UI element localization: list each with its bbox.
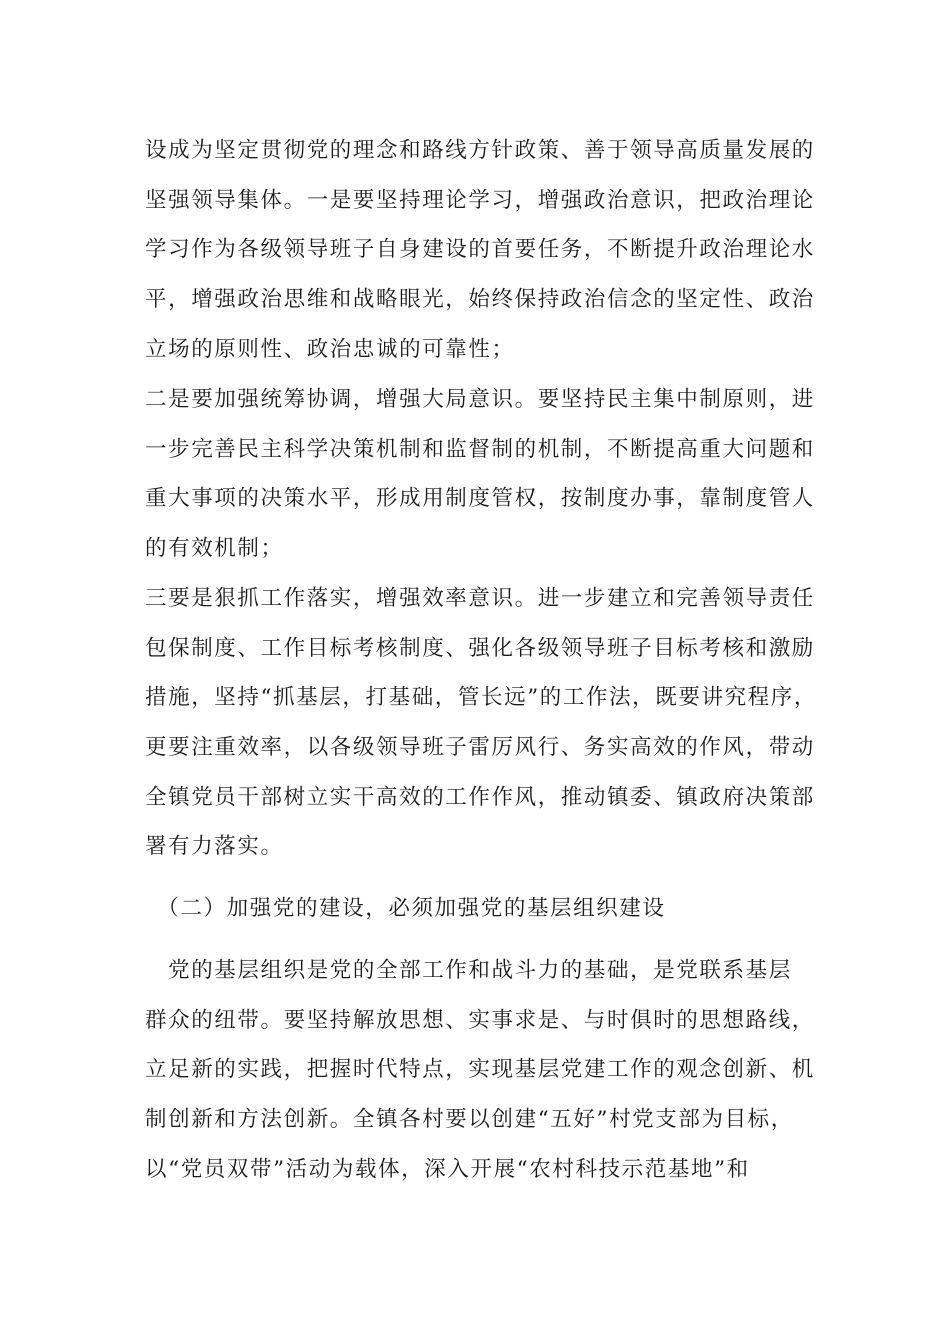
- text-line: 更要注重效率，以各级领导班子雷厉风行、务实高效的作风，带动: [145, 735, 815, 761]
- text-line: 制创新和方法创新。全镇各村要以创建“五好”村党支部为目标，: [145, 1107, 794, 1133]
- section-heading: [145, 884, 815, 934]
- text-line: 坚强领导集体。一是要坚持理论学习，增强政治意识，把政治理论: [145, 187, 815, 213]
- heading-line: （二）加强党的建设，必须加强党的基层组织建设: [145, 896, 666, 921]
- text-line: 二是要加强统筹协调，增强大局意识。要坚持民主集中制原则，进: [145, 387, 815, 412]
- text-line: 的有效机制；: [145, 536, 284, 562]
- paragraph-coordination: [145, 375, 815, 574]
- text-line: 立足新的实践，把握时代特点，实现基层党建工作的观念创新、机: [145, 1057, 815, 1083]
- text-line: 平，增强政治思维和战略眼光，始终保持政治信念的坚定性、政治: [145, 287, 815, 313]
- text-line: 全镇党员干部树立实干高效的工作作风，推动镇委、镇政府决策部: [145, 784, 815, 810]
- text-line: 三要是狠抓工作落实，增强效率意识。进一步建立和完善领导责任: [145, 586, 815, 611]
- text-line: 署有力落实。: [145, 834, 284, 860]
- text-line: 措施，坚持“抓基层，打基础，管长远”的工作法，既要讲究程序，: [145, 685, 817, 711]
- paragraph-implementation: [145, 574, 815, 872]
- text-line: 设成为坚定贯彻党的理念和路线方针政策、善于领导高质量发展的: [145, 138, 815, 163]
- text-line: 学习作为各级领导班子自身建设的首要任务，不断提升政治理论水: [145, 237, 815, 263]
- text-line: 立场的原则性、政治忠诚的可靠性；: [145, 336, 515, 362]
- text-line: 以“党员双带”活动为载体，深入开展“农村科技示范基地”和: [145, 1156, 750, 1182]
- paragraph-grassroots: [145, 946, 815, 1194]
- text-line: 包保制度、工作目标考核制度、强化各级领导班子目标考核和激励: [145, 635, 815, 661]
- text-line: 一步完善民主科学决策机制和监督制的机制，不断提高重大问题和: [145, 436, 815, 462]
- text-line: 群众的纽带。要坚持解放思想、实事求是、与时俱时的思想路线，: [145, 1007, 815, 1033]
- text-line: 党的基层组织是党的全部工作和战斗力的基础，是党联系基层: [145, 958, 792, 983]
- text-line: 重大事项的决策水平，形成用制度管权，按制度办事，靠制度管人: [145, 486, 815, 512]
- paragraph-leadership-continuation: [145, 126, 815, 374]
